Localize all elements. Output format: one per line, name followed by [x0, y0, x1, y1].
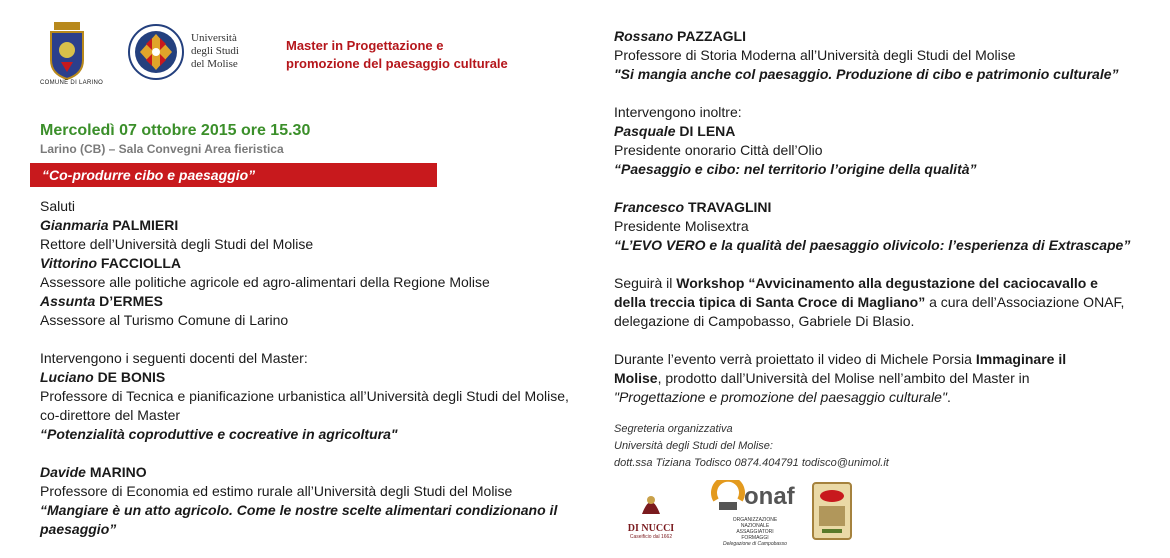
event-title-banner: [30, 163, 437, 187]
university-name-line: degli Studi: [191, 45, 239, 57]
speaker-role: Professore di Economia ed estimo rurale all’Università degli Studi del Molise: [40, 483, 513, 499]
speaker-surname: D’ERMES: [99, 293, 163, 309]
speaker-given-name: Vittorino: [40, 255, 98, 271]
speaker-given-name: Rossano: [614, 28, 674, 44]
speaker-given-name: Luciano: [40, 369, 94, 385]
speaker-given-name: Francesco: [614, 199, 685, 215]
master-title-line: promozione del paesaggio culturale: [286, 56, 508, 71]
speaker-role: Rettore dell’Università degli Studi del Molise: [40, 236, 314, 252]
speaker-surname: FACCIOLLA: [100, 255, 182, 271]
speaker-given-name: Pasquale: [614, 123, 676, 139]
speaker-marino: [40, 463, 600, 539]
speaker-facciolla: [40, 254, 600, 292]
event-date: Mercoledì 07 ottobre 2015 ore 15.30: [40, 122, 311, 139]
speaker-surname: PAZZAGLI: [677, 28, 746, 44]
speaker-dermes: [40, 292, 600, 330]
onaf-subtitle-line: ASSAGGIATORI: [736, 529, 774, 535]
speaker-given-name: Davide: [40, 464, 86, 480]
workshop-pre: Seguirà il: [614, 275, 677, 291]
video-pre: Durante l’evento verrà proiettato il video di Michele Porsia: [614, 351, 976, 367]
talk-title: “Paesaggio e cibo: nel territorio l’origine della qualità”: [614, 161, 977, 177]
talk-title: "Si mangia anche col paesaggio. Produzione di cibo e patrimonio culturale”: [614, 66, 1119, 82]
speaker-given-name: Assunta: [40, 293, 96, 309]
talk-title: “Mangiare è un atto agricolo. Come le nostre scelte alimentari condizionano il paesaggio”: [40, 502, 558, 537]
master-title: [286, 37, 508, 73]
speaker-role: Presidente Molisextra: [614, 218, 749, 234]
speaker-di-lena: [614, 122, 1154, 179]
segreteria-block: [614, 421, 1154, 472]
workshop-title: Workshop “Avvicinamento alla degustazione del caciocavallo e: [676, 275, 1098, 291]
segreteria-line: Segreteria organizzativa: [614, 423, 733, 435]
master-name-italic: "Progettazione e promozione del paesaggio culturale": [614, 389, 947, 405]
program-left-column: [40, 197, 600, 539]
video-paragraph: [614, 350, 1154, 407]
talk-title: “L’EVO VERO e la qualità del paesaggio olivicolo: l’esperienza di Extrascape”: [614, 237, 1131, 253]
speaker-surname: PALMIERI: [112, 217, 179, 233]
onaf-logo: [710, 480, 800, 547]
onaf-subtitle-line: ORGANIZZAZIONE: [732, 517, 778, 523]
molisextra-label-icon: [812, 482, 852, 540]
onaf-subtitle-line: NAZIONALE: [740, 523, 770, 529]
segreteria-contact: dott.ssa Tiziana Todisco 0874.404791 todisco@unimol.it: [614, 457, 889, 469]
speaker-role-cont: co-direttore del Master: [40, 407, 181, 423]
dinucci-subtitle: Caseificio dal 1662: [629, 534, 673, 540]
speaker-role: Assessore alle politiche agricole ed agro-alimentari della Regione Molise: [40, 274, 490, 290]
event-title: “Co-produrre cibo e paesaggio”: [42, 167, 256, 183]
speaker-surname: DI LENA: [679, 123, 736, 139]
speaker-de-bonis: [40, 368, 600, 444]
onaf-subtitle-line: Delegazione di Campobasso: [723, 541, 787, 547]
inoltre-intro: Intervengono inoltre:: [614, 104, 742, 120]
speaker-role: Professore di Storia Moderna all’Università degli Studi del Molise: [614, 47, 1016, 63]
segreteria-line: Università degli Studi del Molise:: [614, 440, 773, 452]
video-title: Immaginare il: [975, 351, 1067, 367]
video-post: , prodotto dall’Università del Molise nell’ambito del Master in: [657, 370, 1030, 386]
dinucci-name: DI NUCCI: [627, 523, 675, 534]
speaker-role: Professore di Tecnica e pianificazione urbanistica all’Università degli Studi del Molise,: [40, 388, 569, 404]
onaf-subtitle-line: FORMAGGI: [741, 535, 769, 541]
speaker-pazzagli: [614, 27, 1154, 84]
speaker-travaglini: [614, 198, 1154, 255]
onaf-subtitle: [710, 517, 800, 547]
event-place: Larino (CB) – Sala Convegni Area fieristica: [40, 142, 284, 156]
university-name-line: Università: [191, 32, 237, 44]
video-title-cont: Molise: [614, 370, 658, 386]
workshop-organizer: a cura dell’Associazione ONAF,: [925, 294, 1125, 310]
program-right-column: [614, 27, 1154, 472]
speaker-surname: MARINO: [89, 464, 147, 480]
workshop-delegation: delegazione di Campobasso, Gabriele Di Blasio.: [614, 313, 915, 329]
crest-caption: COMUNE DI LARINO: [40, 80, 104, 86]
talk-title: “Potenzialità coproduttive e cocreative in agricoltura": [40, 426, 398, 442]
dinucci-logo: [620, 488, 682, 538]
speaker-role: Presidente onorario Città dell’Olio: [614, 142, 823, 158]
speaker-surname: DE BONIS: [97, 369, 166, 385]
video-end: .: [946, 389, 951, 405]
onaf-wordmark: onaf: [744, 483, 795, 510]
university-name: [191, 32, 239, 71]
speaker-role: Assessore al Turismo Comune di Larino: [40, 312, 289, 328]
master-title-line: Master in Progettazione e: [286, 38, 444, 53]
workshop-paragraph: [614, 274, 1154, 331]
dinucci-emblem-icon: [620, 488, 682, 518]
docenti-intro: Intervengono i seguenti docenti del Master:: [40, 350, 308, 366]
university-seal-icon: [128, 24, 184, 80]
speaker-surname: TRAVAGLINI: [687, 199, 772, 215]
saluti-heading: Saluti: [40, 198, 76, 214]
workshop-title-cont: della treccia tipica di Santa Croce di Magliano”: [614, 294, 926, 310]
comune-crest-icon: [48, 22, 86, 80]
university-name-line: del Molise: [191, 58, 238, 70]
speaker-given-name: Gianmaria: [40, 217, 109, 233]
speaker-palmieri: [40, 216, 600, 254]
